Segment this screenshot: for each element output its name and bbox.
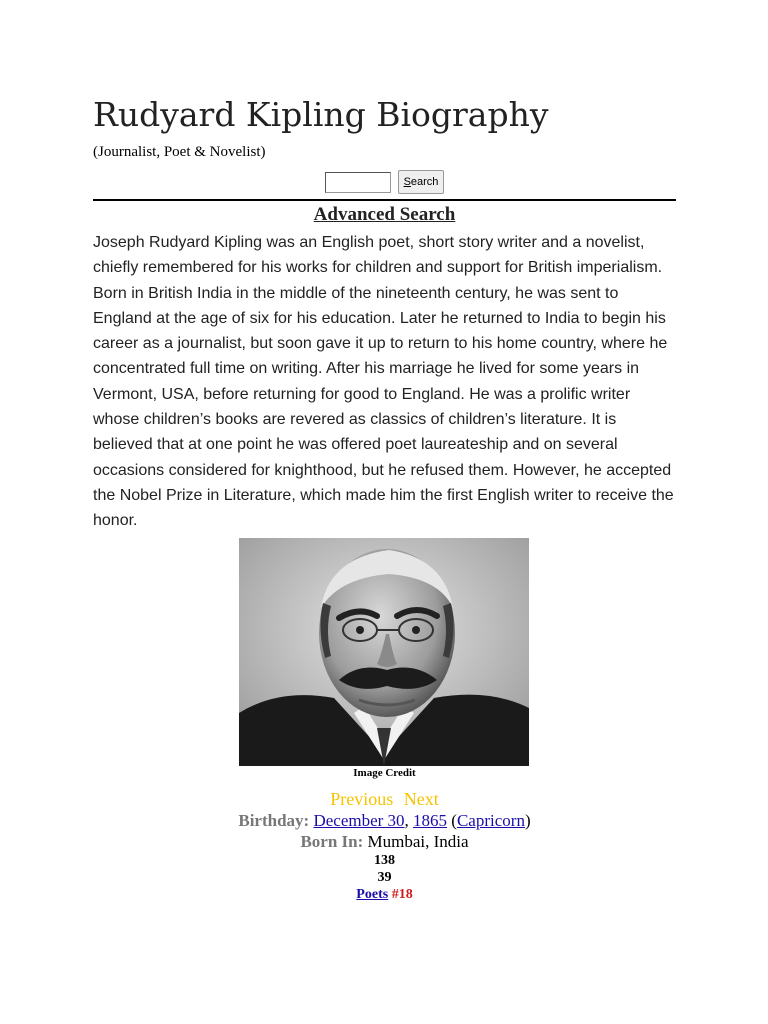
zodiac-link[interactable]: Capricorn [456,811,525,830]
divider [93,199,676,201]
previous-link[interactable]: Previous [330,789,394,809]
birthday-row [93,811,676,831]
birthday-paren-close: ) [524,811,531,830]
search-button-accesskey: S [403,176,411,188]
search-button[interactable] [398,170,445,194]
search-bar [93,170,676,194]
advanced-search-link[interactable]: Advanced Search [313,204,456,225]
born-in-place: Mumbai, India [367,832,469,851]
search-input[interactable] [325,172,391,193]
prev-next-nav [93,788,676,810]
rank-row [93,886,676,903]
birthday-year-link[interactable]: 1865 [413,811,448,830]
born-in-label: Born In: [300,832,364,851]
birthday-label: Birthday: [238,811,310,830]
page-subtitle: (Journalist, Poet & Novelist) [93,144,266,160]
stat-count-2: 39 [377,870,392,885]
biography-text: Joseph Rudyard Kipling was an English poet, short story writer and a novelist, chiefly remembered for his works for children and support for British imperialism. Born in British India in the middle of the nineteenth century, he was sent to England at the age of six for his education. Later he returned to India to begin his career as a journalist, but soon gave it up to return to his home country, where he concentrated full time on writing. After his marriage he lived for some years in Vermont, USA, before returning for good to England. He was a prolific writer whose children’s books are revered as classics of children’s literature. It is believed that at one point he was offered poet laureateship and on several occasions considered for knighthood, but he refused them. However, he accepted the Nobel Prize in Literature, which made him the first English writer to receive the honor. [93,234,674,530]
rank-category-link[interactable]: Poets [356,887,389,902]
image-credit[interactable]: Image Credit [353,767,416,779]
search-button-label: earch [410,176,439,188]
page-title: Rudyard Kipling Biography [93,95,549,134]
rank-number: #18 [391,887,413,902]
birthday-date-link[interactable]: December 30 [313,811,405,830]
birthday-separator: , [404,811,409,830]
stat-count-1: 138 [374,853,395,868]
portrait-photo [239,538,529,766]
born-in-row [93,832,676,852]
birthday-paren-open: ( [447,811,457,830]
advanced-search-heading [93,203,676,227]
next-link[interactable]: Next [403,789,439,809]
